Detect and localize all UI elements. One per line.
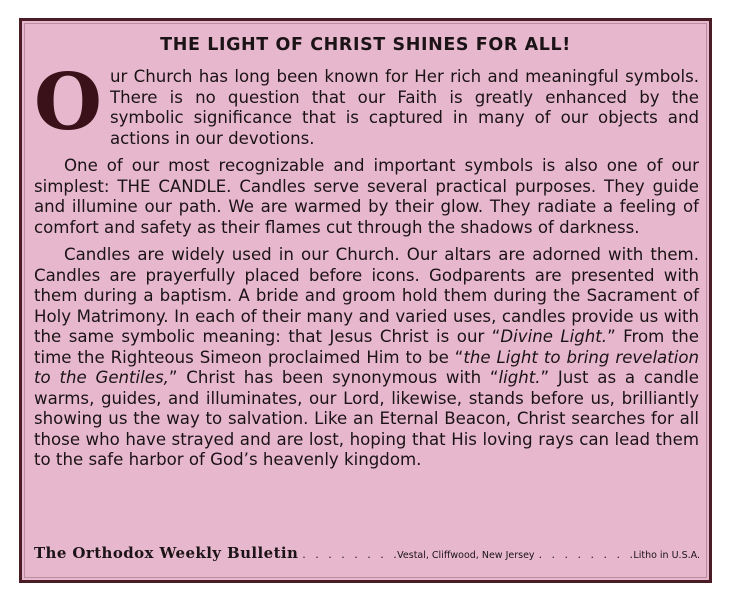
paragraph-3 — [34, 245, 699, 471]
publication-name: The Orthodox Weekly Bulletin — [34, 544, 299, 562]
paragraph-3-text-c: ” From the time the Righteous Simeon proclaimed Him to be “ — [34, 327, 699, 367]
paragraph-1 — [34, 57, 699, 149]
leader-dots — [535, 548, 634, 561]
printing-note: Litho in U.S.A. — [633, 550, 700, 561]
bulletin-footer — [34, 544, 700, 564]
paragraph-2: One of our most recognizable and important symbols is also one of our simplest: THE CANDLE. Candles serve several practical purposes. They guide and illumine our path. We are warmed by their glow. They radiate a feeling of comfort and safety as their flames cut through the shadows of darkness. — [34, 156, 699, 237]
leader-dots — [298, 548, 397, 561]
paragraph-1-text: ur Church has long been known for Her rich and meaningful symbols. There is no question that our Faith is greatly enhanced by the symbolic significance that is captured in many of our objects and actions in our devotions. — [109, 67, 699, 148]
paragraph-3-text-e: ” Christ has been synonymous with “ — [168, 368, 499, 387]
bulletin-insert-panel — [19, 18, 712, 583]
article-title: THE LIGHT OF CHRIST SHINES FOR ALL! — [160, 35, 571, 55]
paragraph-3-text-a: Candles are widely used in our Church. Our altars are adorned with them. Candles are prayerfully placed before icons. Godparents are presented with them during a baptism. A bride and groom hold them during the Sacrament of Holy Matrimony. In each of their many and varied uses, candles provide us with the same symbolic meaning: that Jesus Christ is our “ — [34, 245, 699, 346]
paragraph-3-text-g: ” Just as a candle warms, guides, and illuminates, our Lord, likewise, stands before us, brilliantly showing us the way to salvation. Like an Eternal Beacon, Christ searches for all those who have strayed and are lost, hoping that His loving rays can lead them to the safe harbor of God’s heavenly kingdom. — [34, 368, 700, 469]
publisher-location: Vestal, Cliffwood, New Jersey — [397, 550, 535, 561]
gentiles-quote-emphasis: the Light to bring revelation to the Gentiles, — [34, 347, 700, 387]
light-emphasis: light. — [498, 368, 541, 387]
divine-light-emphasis: Divine Light. — [500, 327, 608, 346]
drop-cap-letter: O — [34, 57, 102, 148]
article-body — [34, 57, 700, 478]
